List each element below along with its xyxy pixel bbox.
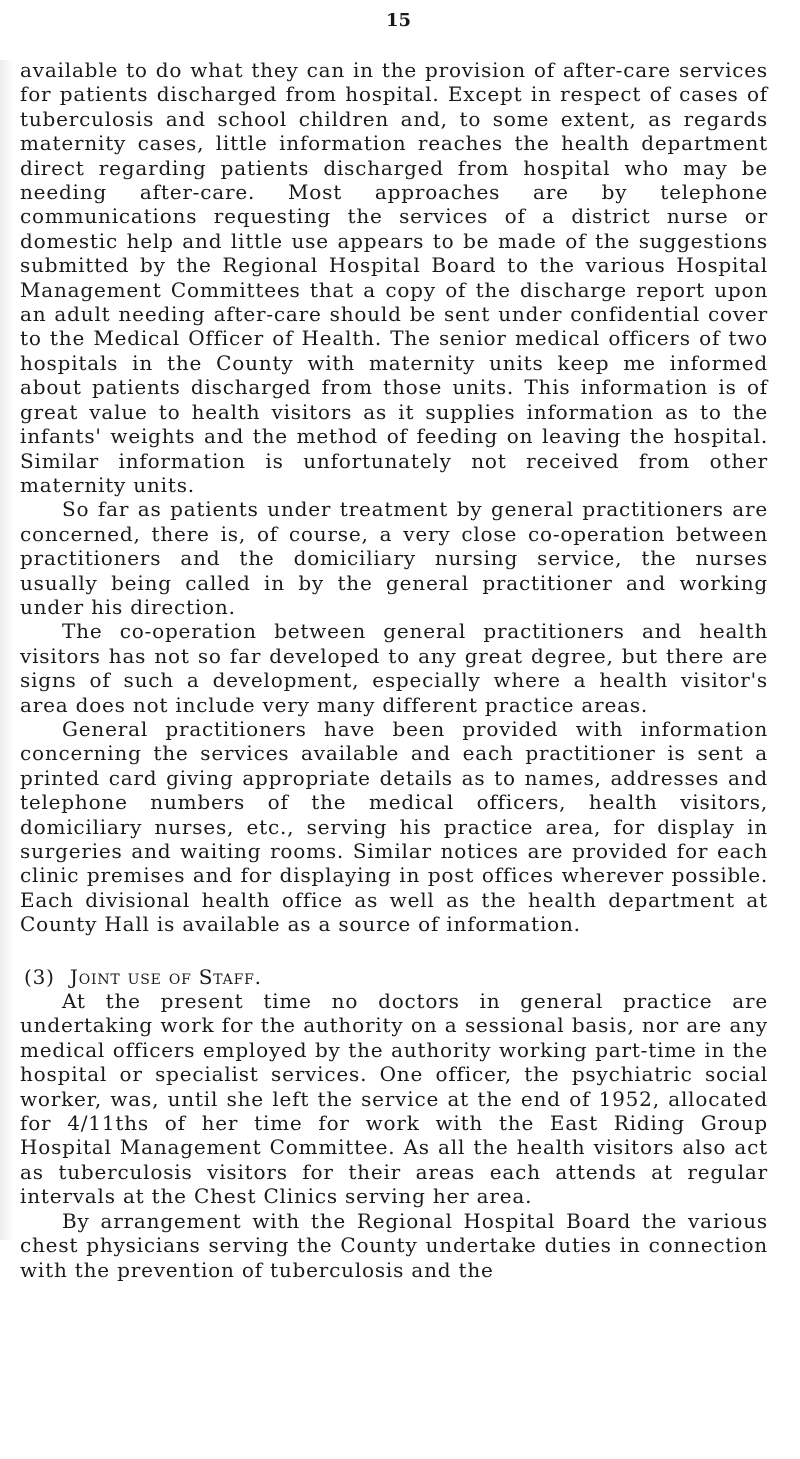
paragraph: available to do what they can in the provision of after-care services for patients discharged from hospital. Except in respect of cases of tuberculosis and school children and, to some extent, as regards maternity cases, little information reaches the health department direct regarding patients discharged from hospital who may be needing after-care. Most approaches are by telephone communications requesting the services of a district nurse or domestic help and little use appears to be made of the suggestions submitted by the Regional Hospital Board to the various Hospital Management Committees that a copy of the discharge report upon an adult needing after-care should be sent under confidential cover to the Medical Officer of Health. The senior medical officers of two hospitals in the County with maternity units keep me informed about patients discharged from those units. This information is of great value to health visitors as it supplies information as to the infants' weights and the method of feeding on leaving the hospital. Similar information is unfortunately not received from other maternity units.	[20, 58, 768, 497]
section-heading	[20, 965, 768, 989]
paragraph: So far as patients under treatment by general practitioners are concerned, there is, of course, a very close co-operation between practitioners and the domiciliary nursing service, the nurses usually being called in by the general practitioner and working under his direction.	[20, 497, 768, 619]
section-title: Joint use of Staff.	[69, 964, 262, 989]
paragraph: By arrangement with the Regional Hospital Board the various chest physicians serving the County undertake duties in connection with the prevention of tuberculosis and the	[20, 1208, 768, 1282]
section-number: (3)	[24, 964, 55, 989]
paragraph: General practitioners have been provided with information concerning the services available and each practitioner is sent a printed card giving appropriate details as to names, addresses and telephone numbers of the medical officers, health visitors, domiciliary nurses, etc., serving his practice area, for display in surgeries and waiting rooms. Similar notices are provided for each clinic premises and for displaying in post offices wherever possible. Each divisional health office as well as the health department at County Hall is available as a source of information.	[20, 716, 768, 937]
body-text	[20, 58, 768, 1282]
page-number: 15	[386, 10, 412, 31]
paragraph: The co-operation between general practitioners and health visitors has not so far developed to any great degree, but there are signs of such a development, especially where a health visitor's area does not include very many different practice areas.	[20, 619, 768, 717]
paragraph: At the present time no doctors in general practice are undertaking work for the authority on a sessional basis, nor are any medical officers employed by the authority working part-time in the hospital or specialist services. One officer, the psychiatric social worker, was, until she left the service at the end of 1952, allocated for 4/11ths of her time for work with the East Riding Group Hospital Management Committee. As all the health visitors also act as tuberculosis visitors for their areas each attends at regular intervals at the Chest Clinics serving her area.	[20, 989, 768, 1209]
binding-gutter	[0, 60, 14, 1240]
